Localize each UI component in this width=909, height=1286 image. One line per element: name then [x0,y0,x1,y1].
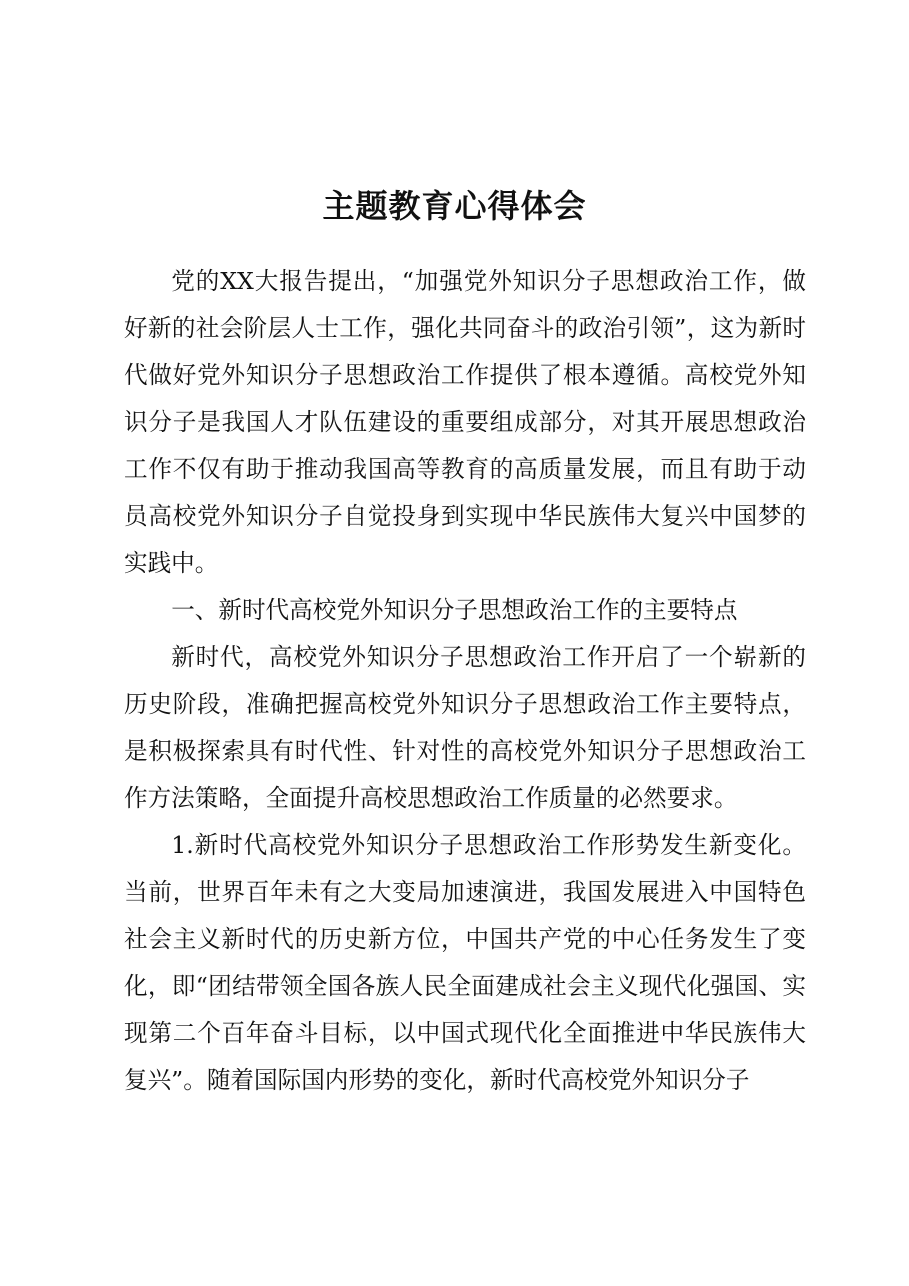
paragraph-intro: 党的XX大报告提出，“加强党外知识分子思想政治工作，做好新的社会阶层人士工作，强化共同奋斗的政治引领”，这为新时代做好党外知识分子思想政治工作提供了根本遵循。高校党外知识分子是我国人才队伍建设的重要组成部分，对其开展思想政治工作不仅有助于推动我国高等教育的高质量发展，而且有助于动员高校党外知识分子自觉投身到实现中华民族伟大复兴中国梦的实践中。 [124,267,806,577]
section-heading-1: 一、新时代高校党外知识分子思想政治工作的主要特点 [171,596,738,624]
document-title: 主题教育心得体会 [322,187,587,225]
paragraph-point-1: 1.新时代高校党外知识分子思想政治工作形势发生新变化。当前，世界百年未有之大变局加速演进，我国发展进入中国特色社会主义新时代的历史新方位，中国共产党的中心任务发生了变化，即“团结带领全国各族人民全面建成社会主义现代化强国、实现第二个百年奋斗目标，以中国式现代化全面推进中华民族伟大复兴”。随着国际国内形势的变化，新时代高校党外知识分子 [124,831,806,1094]
paragraph-section-1: 新时代，高校党外知识分子思想政治工作开启了一个崭新的历史阶段，准确把握高校党外知识分子思想政治工作主要特点，是积极探索具有时代性、针对性的高校党外知识分子思想政治工作方法策略，全面提升高校思想政治工作质量的必然要求。 [124,643,806,812]
document-body [124,258,806,1104]
